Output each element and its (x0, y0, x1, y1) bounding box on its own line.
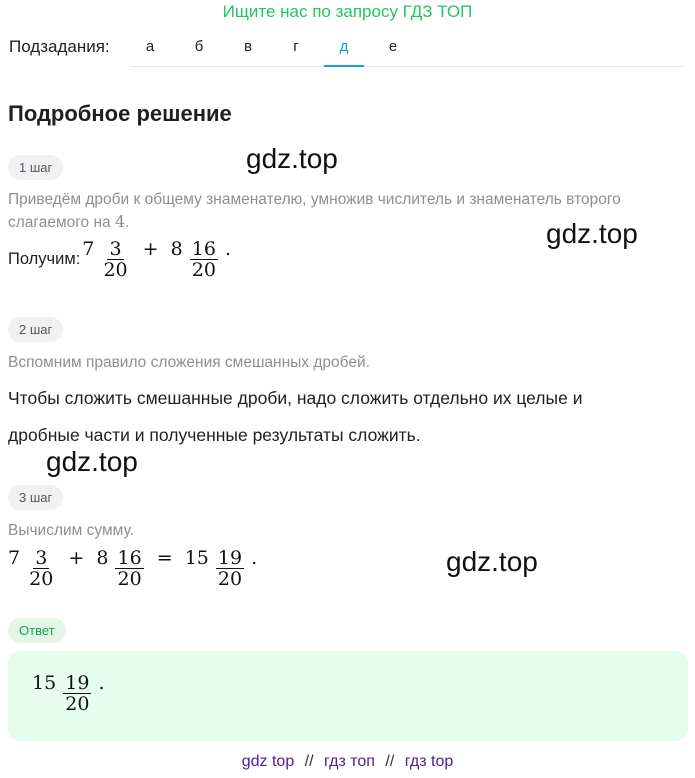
answer-badge: Ответ (8, 618, 66, 643)
numerator: 16 (191, 238, 216, 260)
step-3-expression (8, 547, 257, 590)
equals-sign: = (156, 547, 173, 569)
tab-g[interactable]: г (293, 38, 299, 55)
whole-part: 15 (184, 547, 209, 569)
watermark: gdz.top (46, 446, 138, 477)
step-3-hint: Вычислим сумму. (8, 522, 134, 539)
numerator: 3 (35, 547, 48, 569)
step-2-hint: Вспомним правило сложения смешанных дробей. (8, 354, 370, 371)
footer-link-gdz-top-ru[interactable]: гдз топ (324, 753, 375, 770)
step-1-text-line1: Приведём дроби к общему знаменателю, умножив числитель и знаменатель второго (8, 191, 621, 208)
plus-sign: + (68, 547, 85, 569)
step-1-result-label: Получим: (8, 250, 81, 268)
period: . (251, 547, 258, 569)
denominator: 20 (29, 568, 54, 590)
solution-title: Подробное решение (8, 101, 232, 126)
fraction (216, 548, 244, 590)
whole-part: 7 (82, 238, 95, 260)
fraction (190, 239, 218, 281)
numerator: 19 (65, 672, 90, 694)
step-1-text-number: 4 (114, 212, 126, 231)
step-1-text-line2-words: слагаемого на (8, 214, 111, 231)
answer-expression (32, 672, 105, 715)
step-1-text-line2: слагаемого на 4. (8, 212, 130, 231)
numerator: 16 (117, 547, 142, 569)
denominator: 20 (117, 568, 142, 590)
search-banner: Ищите нас по запросу ГДЗ ТОП (222, 2, 473, 21)
tab-a[interactable]: а (145, 38, 155, 55)
whole-part: 7 (8, 547, 21, 569)
denominator: 20 (103, 259, 128, 281)
fraction (115, 548, 143, 590)
plus-sign: + (142, 238, 159, 260)
subtask-tabs (130, 30, 685, 67)
whole-part: 8 (96, 547, 109, 569)
numerator: 19 (217, 547, 243, 569)
numerator: 3 (109, 238, 122, 260)
footer-link-gdz-top-mixed[interactable]: гдз top (404, 753, 454, 770)
denominator: 20 (65, 693, 90, 715)
step-2-rule-line1: Чтобы сложить смешанные дроби, надо сложить отдельно их целые и (8, 388, 583, 408)
fraction (27, 548, 55, 590)
footer-separator: // (385, 753, 395, 770)
tab-v[interactable]: в (244, 38, 252, 55)
tab-e[interactable]: е (388, 38, 398, 55)
footer-link-gdz-top[interactable]: gdz top (241, 753, 295, 770)
watermark: gdz.top (446, 546, 538, 577)
watermark: gdz.top (246, 143, 338, 174)
period: . (98, 672, 105, 694)
footer-separator: // (304, 753, 314, 770)
tab-b[interactable]: б (194, 38, 204, 55)
step-1-badge: 1 шаг (8, 155, 63, 180)
footer-links (0, 753, 695, 771)
watermark: gdz.top (546, 218, 638, 249)
fraction (63, 673, 91, 715)
whole-part: 15 (32, 672, 57, 694)
step-3-badge: 3 шаг (8, 485, 63, 510)
step-2-rule-line2: дробные части и полученные результаты сложить. (8, 425, 421, 445)
denominator: 20 (217, 568, 243, 590)
step-1-expression (82, 238, 231, 281)
tab-d[interactable]: д (324, 30, 364, 67)
whole-part: 8 (170, 238, 183, 260)
fraction (101, 239, 129, 281)
period: . (225, 238, 232, 260)
step-1-result (8, 238, 231, 281)
step-2-badge: 2 шаг (8, 317, 63, 342)
answer-box (8, 651, 688, 741)
subtasks-label: Подзадания: (9, 37, 110, 56)
denominator: 20 (191, 259, 216, 281)
